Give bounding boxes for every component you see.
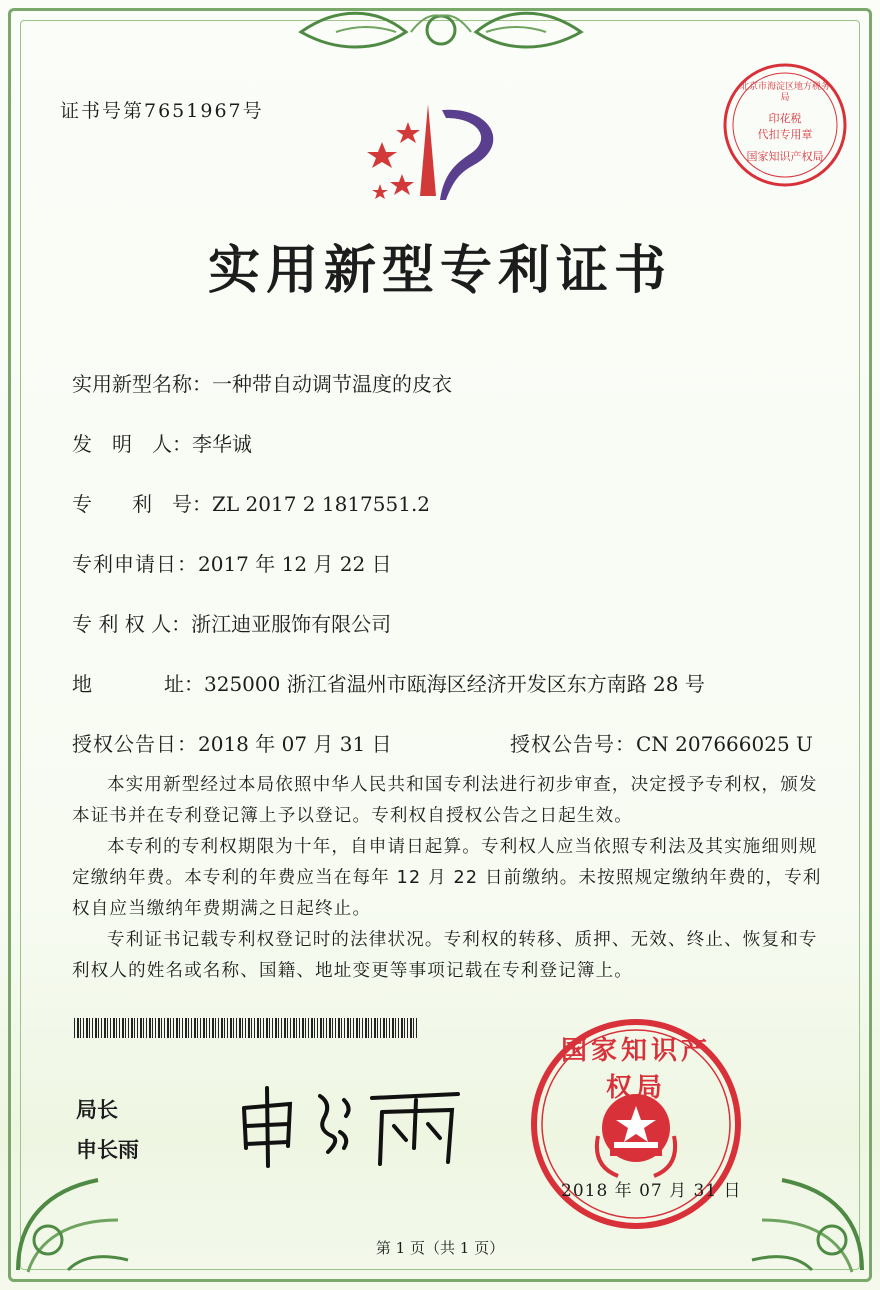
- patent-no-value: ZL 2017 2 1817551.2: [212, 492, 431, 516]
- tax-stamp-bottom-text: 国家知识产权局: [746, 150, 824, 163]
- paragraph-3: 专利证书记载专利权登记时的法律状况。专利权的转移、质押、无效、终止、恢复和专利权人的姓名或名称、国籍、地址变更等事项记载在专利登记簿上。: [72, 930, 818, 981]
- patentee-value: 浙江迪亚服饰有限公司: [191, 612, 392, 636]
- bottom-right-ornament: [742, 1150, 872, 1282]
- top-ornament: [296, 2, 586, 62]
- handwritten-signature: [232, 1078, 472, 1168]
- page-footer: 第 1 页（共 1 页）: [375, 1239, 505, 1257]
- grant-no-label: 授权公告号：: [510, 732, 636, 756]
- field-utility-model-name: [72, 368, 452, 397]
- field-grant-date: [72, 728, 392, 757]
- official-seal-text: 国家知识产权局: [560, 1036, 711, 1103]
- seal-date: 2018 年 07 月 31 日: [561, 1181, 742, 1201]
- field-filing-date: [72, 548, 392, 577]
- tax-stamp-center-2: 代扣专用章: [757, 128, 813, 141]
- certificate-title: 实用新型专利证书: [207, 241, 672, 301]
- paragraph-1: 本实用新型经过本局依照中华人民共和国专利法进行初步审查，决定授予专利权，颁发本证书并在专利登记簿上予以登记。专利权自授权公告之日起生效。: [72, 775, 818, 826]
- patentee-label: 专 利 权 人：: [72, 612, 192, 636]
- field-address: [72, 668, 705, 697]
- inventor-label: 发 明 人：: [72, 432, 192, 456]
- grant-no-value: CN 207666025 U: [636, 732, 813, 756]
- grant-date-value: 2018 年 07 月 31 日: [198, 732, 392, 756]
- address-label-left: 地: [72, 672, 92, 696]
- grant-date-label: 授权公告日：: [72, 732, 198, 756]
- director-title: 局长: [76, 1098, 118, 1122]
- certificate-number: 证书号第7651967号: [60, 100, 264, 122]
- address-value: 325000 浙江省温州市瓯海区经济开发区东方南路 28 号: [204, 672, 705, 696]
- field-patentee: [72, 608, 391, 637]
- tax-stamp-center-1: 印花税: [768, 112, 802, 125]
- field-inventor: [72, 428, 252, 457]
- name-value: 一种带自动调节温度的皮衣: [212, 372, 452, 396]
- field-patent-number: [72, 488, 430, 517]
- cnipa-logo: [362, 96, 522, 216]
- address-label-right: 址：: [164, 672, 204, 696]
- director-name: 申长雨: [76, 1138, 139, 1162]
- field-grant-number: [510, 728, 813, 757]
- filing-date-value: 2017 年 12 月 22 日: [198, 552, 392, 576]
- bottom-left-ornament: [8, 1150, 138, 1282]
- tax-stamp-ring-text: 北京市海淀区地方税务局: [739, 82, 830, 103]
- patent-no-label: 专 利 号：: [72, 492, 212, 516]
- inventor-value: 李华诚: [192, 432, 252, 456]
- name-label: 实用新型名称：: [72, 372, 212, 396]
- barcode: [74, 1018, 418, 1038]
- filing-date-label: 专利申请日：: [72, 552, 198, 576]
- paragraph-2: 本专利的专利权期限为十年，自申请日起算。专利权人应当依照专利法及其实施细则规定缴纳年费。本专利的年费应当在每年 12 月 22 日前缴纳。未按照规定缴纳年费的，专利权自应当缴纳年费期满之日起终止。: [72, 837, 822, 919]
